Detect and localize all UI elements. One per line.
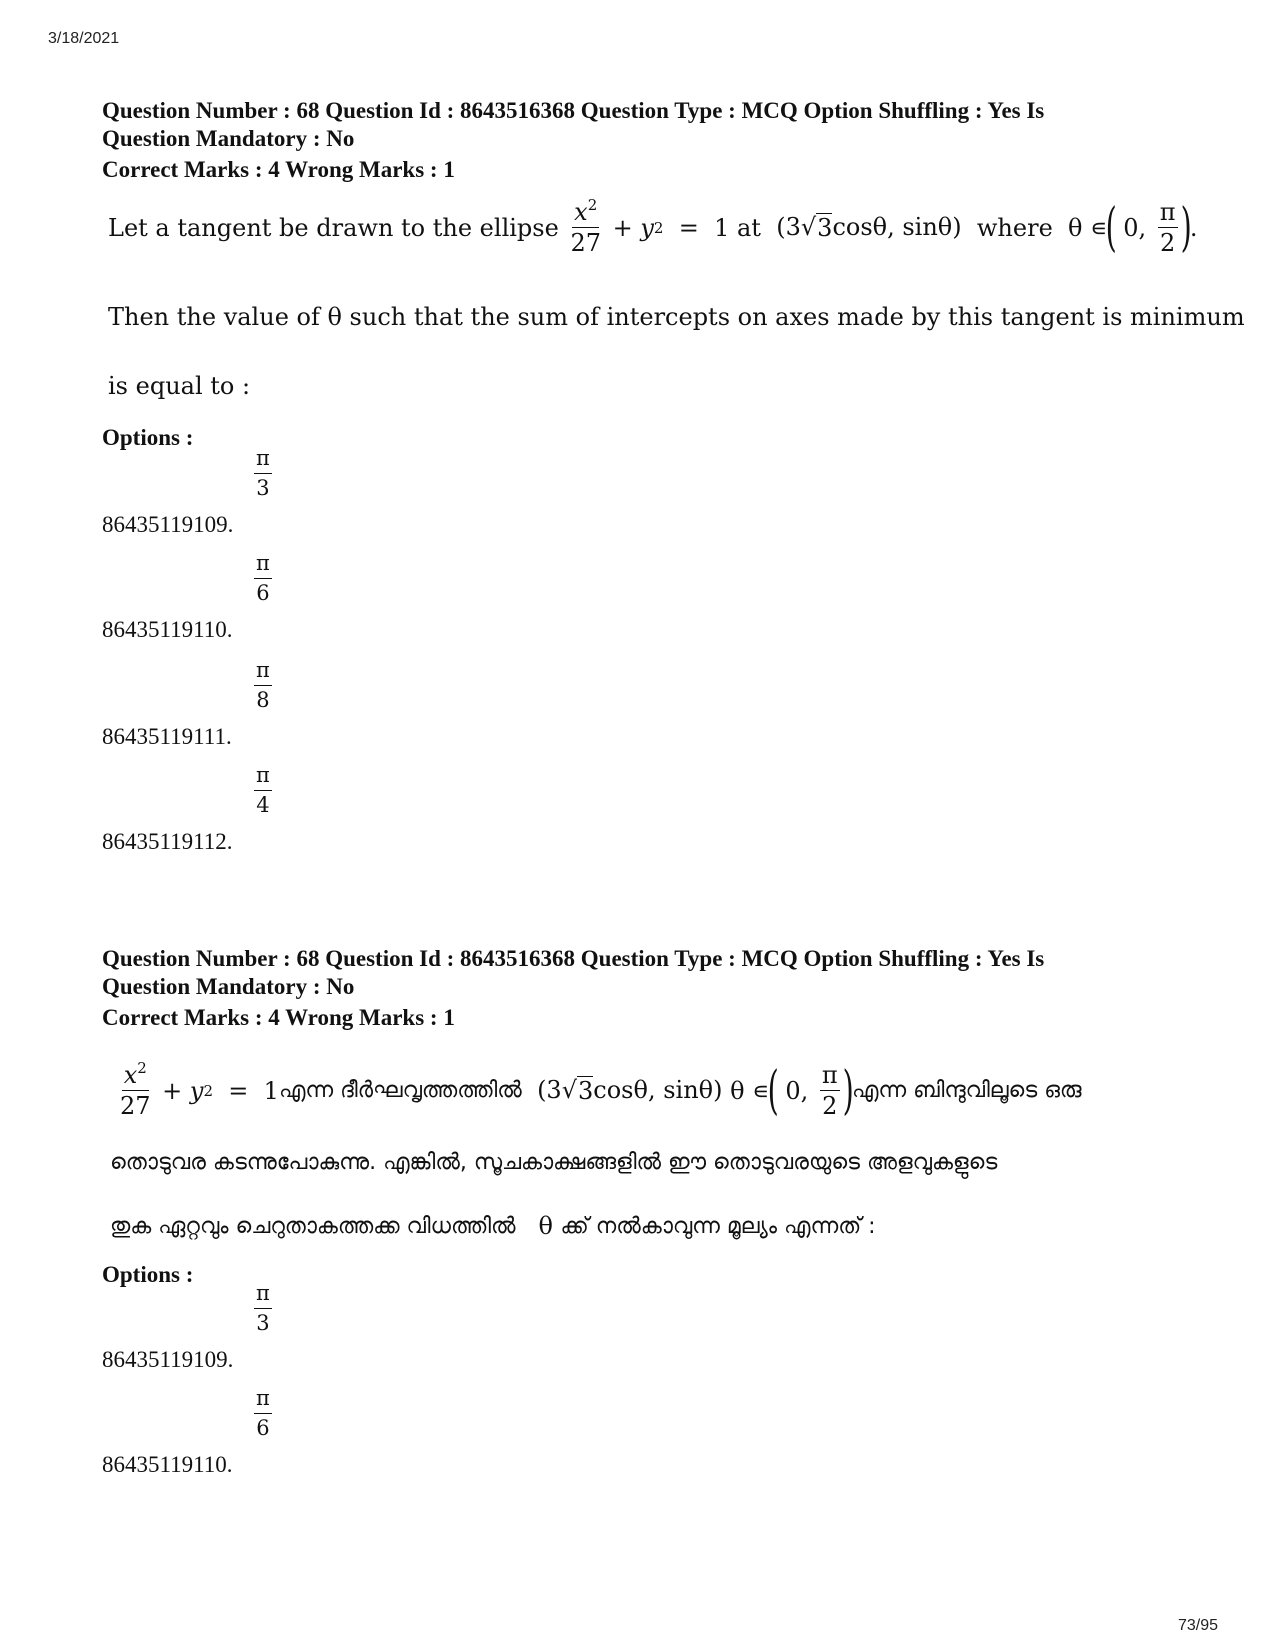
print-date: 3/18/2021 [48,30,120,47]
question-text: where [976,213,1053,242]
option-id: 86435119110. [102,617,233,642]
question-text: എന്ന ബിന്ദുവിലൂടെ ഒരു [851,1078,1082,1103]
option-id: 86435119109. [102,512,234,537]
question-text-line-3: is equal to : [108,372,251,400]
option-id: 86435119110. [102,1452,233,1477]
question-text: at [737,213,761,242]
question-text: എന്ന ദീർഘവൃത്തത്തിൽ [278,1078,522,1103]
question-meta [102,945,1182,1032]
question-text-line-1: Let a tangent be drawn to the ellipse $\frac{x^2}{27}$ + y 2 = 1 at (3√ 3 cosθ, sinθ) where θ ∊ ( 0, $\frac{\pi}{2}$ ) . [108,196,1198,258]
meta-line: Question Number : 68 Question Id : 8643516368 Question Type : MCQ Option Shuffling : Yes Is [102,98,1045,123]
question-text: തുക ഏറ്റവും ചെറുതാകത്തക്ക വിധത്തിൽ [110,1213,516,1239]
page-number: 73/95 [1178,1617,1219,1634]
ellipse-fraction: $\frac{x^2}{27}$ [570,196,601,257]
interval-paren: ) [1180,197,1192,258]
point-expression: (3√ 3 cosθ, sinθ) [776,213,962,242]
question-text-line-2: Then the value of θ such that the sum of intercepts on axes made by this tangent is minimum [108,303,1245,331]
marks-line: Correct Marks : 4 Wrong Marks : 1 [102,157,455,182]
point-expression: (3√ 3 cosθ, sinθ) [537,1076,723,1105]
option-fraction: $\frac{\pi}{6}$ [256,1386,270,1440]
interval-paren: ( [767,1060,780,1121]
meta-line: Question Mandatory : No [102,126,355,151]
options-label: Options : [102,425,194,450]
ellipse-fraction: $\frac{x^2}{27}$ [120,1059,151,1120]
meta-line: Question Number : 68 Question Id : 8643516368 Question Type : MCQ Option Shuffling : Yes Is [102,946,1045,971]
marks-line: Correct Marks : 4 Wrong Marks : 1 [102,1005,455,1030]
interval-fraction: $\frac{\pi}{2}$ [1159,198,1176,257]
option-fraction: $\frac{\pi}{3}$ [256,446,270,500]
question-meta [102,97,1182,184]
question-text: Let a tangent be drawn to the ellipse [108,213,559,242]
question-text: ക്ക് നൽകാവുന്ന മൂല്യം എന്നത് : [560,1213,876,1239]
question-text-line-2: തൊടുവര കടന്നുപോകുന്നു. എങ്കിൽ, സൂചകാക്ഷങ്ങളിൽ ഈ തൊടുവരയുടെ അളവുകളുടെ [110,1150,998,1175]
meta-line: Question Mandatory : No [102,974,355,999]
interval-paren: ) [842,1060,854,1121]
question-text-line-3: തുക ഏറ്റവും ചെറുതാകത്തക്ക വിധത്തിൽ θ ക്ക് നൽകാവുന്ന മൂല്യം എന്നത് : [110,1212,876,1240]
option-fraction: $\frac{\pi}{4}$ [256,763,270,817]
options-label: Options : [102,1262,194,1287]
option-id: 86435119112. [102,829,233,854]
option-id: 86435119109. [102,1347,234,1372]
option-fraction: $\frac{\pi}{6}$ [256,551,270,605]
interval-paren: ( [1105,197,1118,258]
option-fraction: $\frac{\pi}{8}$ [256,658,270,712]
question-text-line-1: $\frac{x^2}{27}$ + y 2 = 1 എന്ന ദീർഘവൃത്തത്തിൽ (3√ 3 cosθ, sinθ) θ ∊ ( 0, $\frac{\pi}{2}$ ) എന്ന ബിന്ദുവിലൂടെ ഒരു [120,1059,1082,1121]
interval-fraction: $\frac{\pi}{2}$ [821,1061,838,1120]
option-fraction: $\frac{\pi}{3}$ [256,1281,270,1335]
option-id: 86435119111. [102,724,232,749]
